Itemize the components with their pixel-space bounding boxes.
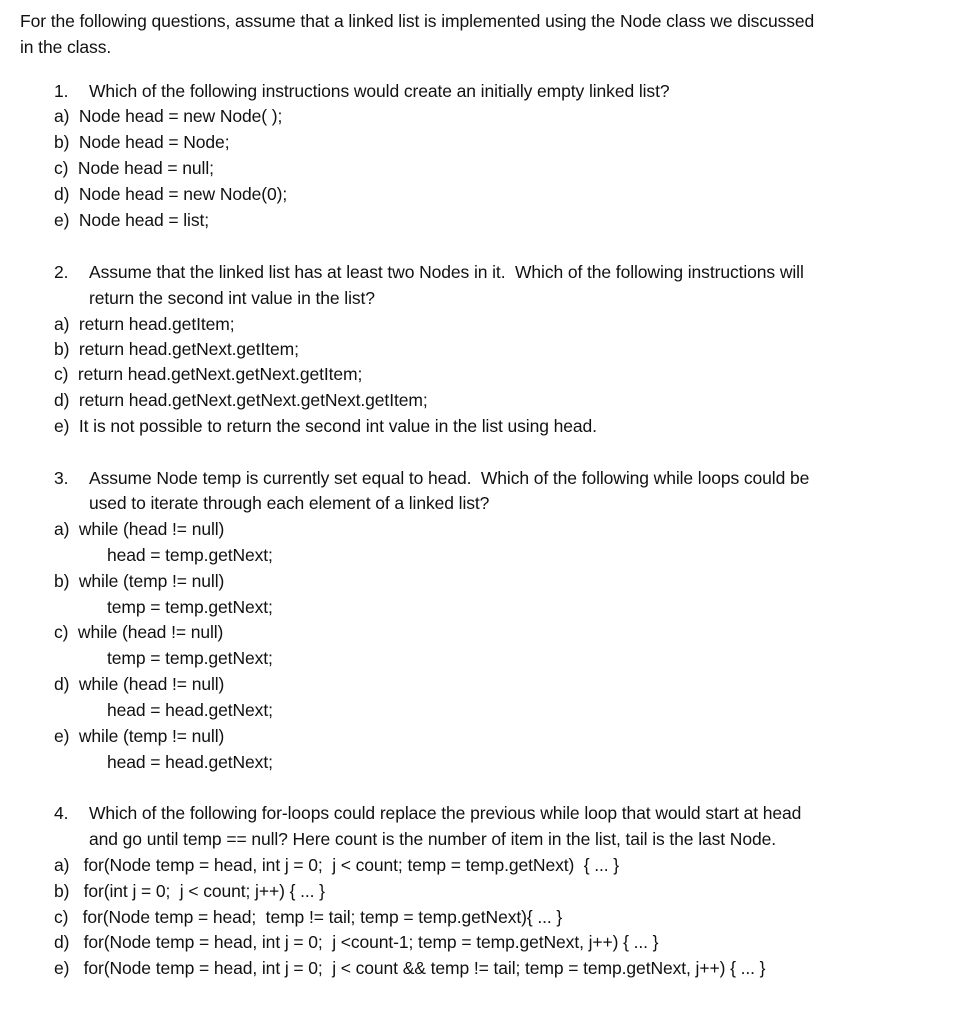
answer-option: e) for(Node temp = head, int j = 0; j < count && temp != tail; temp = temp.getNext, j++) { ... } [54,958,766,978]
answer-option-body: head = head.getNext; [107,752,273,772]
intro-line: For the following questions, assume that a linked list is implemented using the Node class we discussed [20,11,815,31]
answer-option: a) while (head != null) [54,519,225,539]
answer-option: b) Node head = Node; [54,132,230,152]
answer-option: b) while (temp != null) [54,571,225,591]
answer-option: e) It is not possible to return the second int value in the list using head. [54,416,597,436]
answer-option: c) while (head != null) [54,622,224,642]
question-text: and go until temp == null? Here count is the number of item in the list, tail is the last Node. [89,829,776,849]
question-number: 3. [54,468,69,488]
answer-option: e) while (temp != null) [54,726,225,746]
question-text: Which of the following instructions would create an initially empty linked list? [89,81,670,101]
answer-option: a) return head.getItem; [54,314,235,334]
question-text: return the second int value in the list? [89,288,375,308]
answer-option: e) Node head = list; [54,210,210,230]
question-number: 1. [54,81,69,101]
question-text: Assume that the linked list has at least two Nodes in it. Which of the following instructions will [89,262,804,282]
answer-option: d) while (head != null) [54,674,225,694]
question-number: 4. [54,803,69,823]
answer-option: b) return head.getNext.getItem; [54,339,299,359]
answer-option: c) for(Node temp = head; temp != tail; temp = temp.getNext){ ... } [54,907,563,927]
answer-option: d) return head.getNext.getNext.getNext.getItem; [54,390,428,410]
answer-option: d) Node head = new Node(0); [54,184,288,204]
question-number: 2. [54,262,69,282]
answer-option-body: temp = temp.getNext; [107,597,273,617]
answer-option-body: temp = temp.getNext; [107,648,273,668]
answer-option-body: head = temp.getNext; [107,545,273,565]
answer-option: d) for(Node temp = head, int j = 0; j <count-1; temp = temp.getNext, j++) { ... } [54,932,659,952]
answer-option: a) Node head = new Node( ); [54,106,283,126]
intro-line: in the class. [20,37,112,57]
question-text: Assume Node temp is currently set equal to head. Which of the following while loops could be [89,468,810,488]
question-text: Which of the following for-loops could replace the previous while loop that would start at head [89,803,802,823]
answer-option: c) Node head = null; [54,158,214,178]
answer-option-body: head = head.getNext; [107,700,273,720]
answer-option: a) for(Node temp = head, int j = 0; j < count; temp = temp.getNext) { ... } [54,855,620,875]
question-text: used to iterate through each element of a linked list? [89,493,490,513]
answer-option: b) for(int j = 0; j < count; j++) { ... } [54,881,325,901]
answer-option: c) return head.getNext.getNext.getItem; [54,364,363,384]
